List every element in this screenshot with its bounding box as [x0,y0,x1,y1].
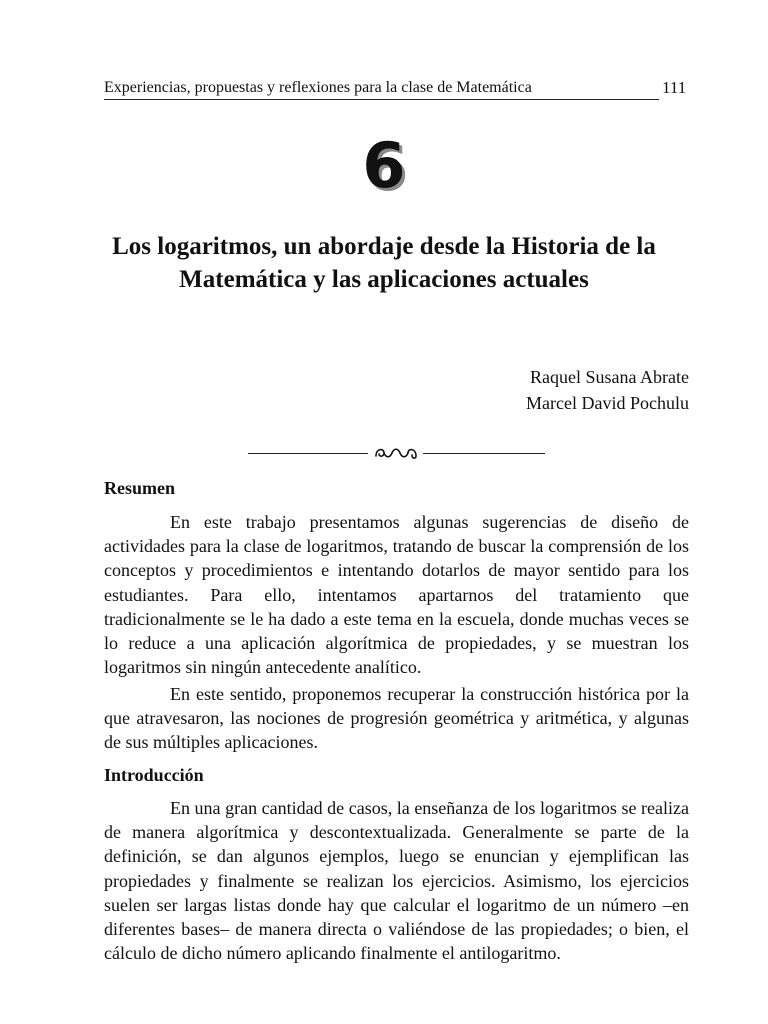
chapter-number: 6 [362,129,406,202]
intro-paragraph: En una gran cantidad de casos, la enseñanza de los logaritmos se realiza de manera algorítmica y descontextualizada. Generalmente se parte de la definición, se dan algunos ejemplos, luego se enuncian y ejemplifican las propiedades y finalmente se realizan los ejercicios. Asimismo, los ejercicios suelen ser largas listas donde hay que calcular el logaritmo de un número –en diferentes bases– de manera directa o valiéndose de las propiedades; o bien, el cálculo de dicho número aplicando finalmente el antilogaritmo. [104,798,689,964]
section-heading-resumen: Resumen [104,478,175,498]
author-list [380,364,689,416]
fleuron-ornament-icon [372,444,420,462]
divider-rule-right [423,453,545,454]
chapter-title: Los logaritmos, un abordaje desde la Historia de la Matemática y las aplicaciones actuales [112,233,656,293]
page-number: 111 [662,78,687,97]
abstract-paragraph: En este trabajo presentamos algunas sugerencias de diseño de actividades para la clase de logaritmos, tratando de buscar la comprensión de los conceptos y procedimientos e intentando dotarlos de mayor sentido para los estudiantes. Para ello, intentamos apartarnos del tratamiento que tradicionalmente se le ha dado a este tema en la escuela, donde muchas veces se lo reduce a una aplicación algorítmica de propiedades, y se muestran los logaritmos sin ningún antecedente analítico. [104,512,689,678]
section-heading-introduccion: Introducción [104,765,204,785]
section-divider [248,442,545,462]
author-name: Marcel David Pochulu [526,393,689,413]
divider-rule-left [248,453,368,454]
abstract-paragraph: En este sentido, proponemos recuperar la construcción histórica por la que atravesaron, las nociones de progresión geométrica y aritmética, y algunas de sus múltiples aplicaciones. [104,684,689,753]
author-name: Raquel Susana Abrate [530,367,689,387]
running-header: Experiencias, propuestas y reflexiones para la clase de Matemática [104,78,659,100]
